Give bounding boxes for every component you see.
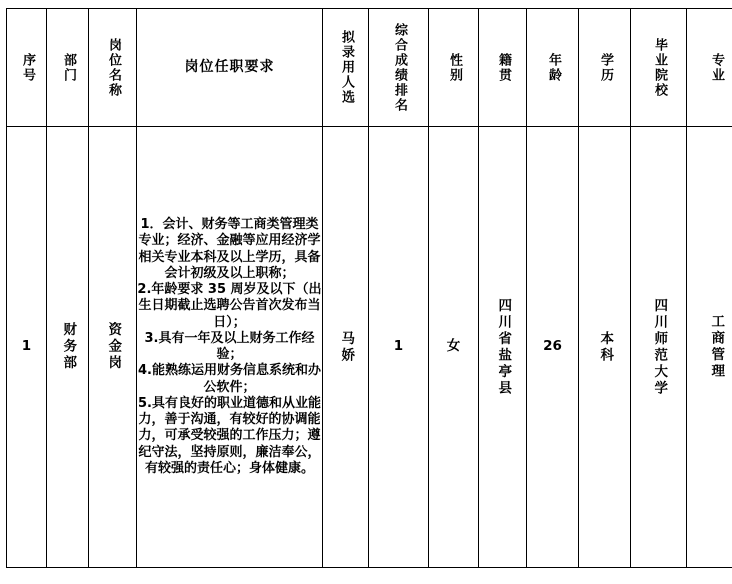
cell-post-name [89, 127, 137, 568]
value-native-place: 四川省盐亭县 [495, 297, 512, 397]
header-cell-school [631, 9, 687, 127]
requirement-item-1: 1．会计、财务等工商类管理类专业；经济、金融等应用经济学相关专业本科及以上学历，具备会计初级及以上职称； [138, 217, 321, 281]
header-label-native-place: 籍贯 [495, 52, 511, 83]
value-post-name: 资金岗 [105, 322, 122, 372]
header-cell-post-name [89, 9, 137, 127]
header-cell-major [687, 9, 732, 127]
requirement-item-5: 5.具有良好的职业道德和从业能力，善于沟通，有较好的协调能力，可承受较强的工作压力；遵纪守法，坚持原则，廉洁奉公，有较强的责任心；身体健康。 [138, 395, 321, 476]
header-cell-requirements [137, 9, 323, 127]
value-school: 四川师范大学 [651, 297, 668, 397]
cell-requirements [137, 127, 323, 568]
cell-candidate [323, 127, 369, 568]
value-gender: 女 [446, 338, 461, 355]
header-cell-age [527, 9, 579, 127]
header-label-school: 毕业院校 [651, 37, 667, 98]
header-label-rank: 综合成绩排名 [391, 22, 407, 113]
header-label-post-name: 岗位名称 [105, 37, 121, 98]
cell-gender [429, 127, 479, 568]
table-header-row [7, 9, 732, 127]
cell-age [527, 127, 579, 568]
header-label-seq: 序号 [19, 52, 35, 83]
header-label-department: 部门 [60, 52, 76, 83]
cell-education [579, 127, 631, 568]
value-education: 本科 [597, 330, 614, 364]
header-label-requirements: 岗位任职要求 [184, 58, 275, 75]
cell-native-place [479, 127, 527, 568]
recruitment-table [6, 8, 732, 568]
header-label-major: 专业 [708, 52, 724, 83]
header-cell-department [47, 9, 89, 127]
value-department: 财务部 [60, 322, 77, 372]
header-label-candidate: 拟录用人选 [338, 30, 354, 105]
header-cell-native-place [479, 9, 527, 127]
value-candidate: 马娇 [338, 330, 355, 364]
cell-major [687, 127, 732, 568]
header-cell-seq [7, 9, 47, 127]
cell-seq [7, 127, 47, 568]
header-cell-gender [429, 9, 479, 127]
header-cell-education [579, 9, 631, 127]
value-seq: 1 [21, 338, 32, 355]
cell-department [47, 127, 89, 568]
header-cell-candidate [323, 9, 369, 127]
header-label-age: 年龄 [545, 52, 561, 83]
value-rank: 1 [393, 338, 404, 355]
requirement-item-4: 4.能熟练运用财务信息系统和办公软件； [138, 363, 321, 395]
cell-rank [369, 127, 429, 568]
requirement-item-2: 2.年龄要求 35 周岁及以下（出生日期截止选聘公告首次发布当日）； [137, 282, 322, 330]
value-major: 工商管理 [708, 314, 725, 380]
header-label-education: 学历 [597, 52, 613, 83]
header-cell-rank [369, 9, 429, 127]
requirement-item-3: 3.具有一年及以上财务工作经验； [144, 330, 315, 362]
cell-school [631, 127, 687, 568]
header-label-gender: 性别 [446, 52, 462, 83]
value-age: 26 [543, 338, 562, 355]
table-row [7, 127, 732, 568]
